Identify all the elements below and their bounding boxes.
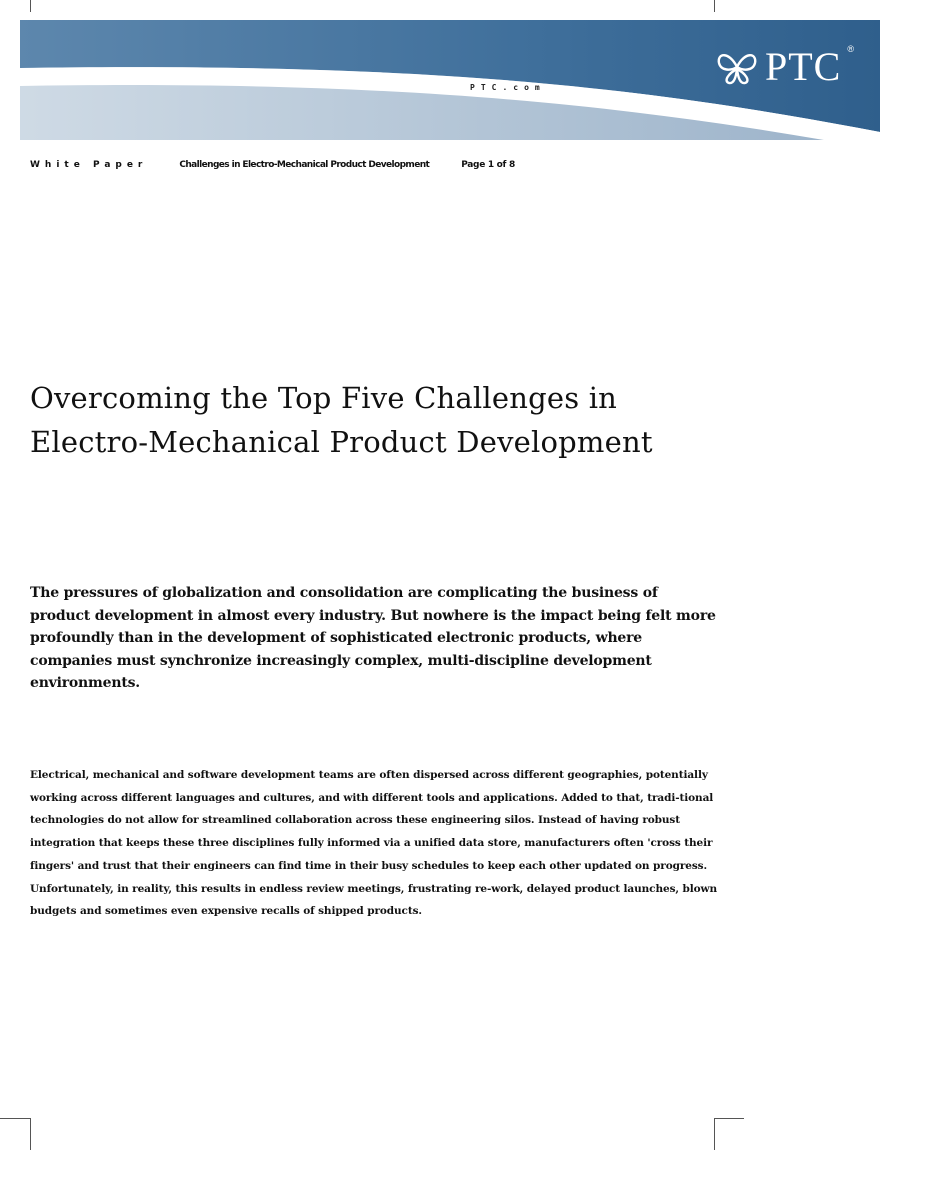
running-header (30, 160, 515, 170)
page-title-line-1: Overcoming the Top Five Challenges in (30, 381, 618, 415)
crop-mark-bottom-left-h (0, 1118, 30, 1119)
crop-mark-bottom-left-v (30, 1118, 31, 1150)
ptc-butterfly-icon (715, 47, 759, 87)
ptc-logo (715, 32, 854, 102)
crop-mark-bottom-right-h (714, 1118, 744, 1119)
header-page-number: Page 1 of 8 (461, 160, 515, 170)
page-title-line-2: Electro-Mechanical Product Development (30, 425, 653, 459)
lead-paragraph: The pressures of globalization and consolidation are complicating the business of product development in almost every industry. But nowhere is the impact being felt more profoundly than in the development of sophisticated electronic products, where companies must synchronize increasingly complex, multi-discipline development environments. (30, 585, 716, 691)
page-title (30, 376, 730, 464)
site-url[interactable]: PTC.com (470, 83, 546, 92)
header-doc-title: Challenges in Electro-Mechanical Product Development (179, 160, 430, 170)
logo-trademark: ® (847, 44, 854, 54)
crop-mark-bottom-right-v (714, 1118, 715, 1150)
body-paragraph: Electrical, mechanical and software development teams are often dispersed across different geographies, potentially working across different languages and cultures, and with different tools and applications. Added to that, tradi-tional technologies do not allow for streamlined collaboration across these engineering silos. Instead of having robust integration that keeps these three disciplines fully informed via a unified data store, manufacturers often 'cross their fingers' and trust that their engineers can find time in their busy schedules to keep each other updated on progress. Unfortunately, in reality, this results in endless review meetings, frustrating re-work, delayed product launches, blown budgets and sometimes even expensive recalls of shipped products. (30, 769, 718, 918)
header-doc-type: White Paper (30, 160, 148, 170)
logo-text: PTC (765, 44, 842, 89)
